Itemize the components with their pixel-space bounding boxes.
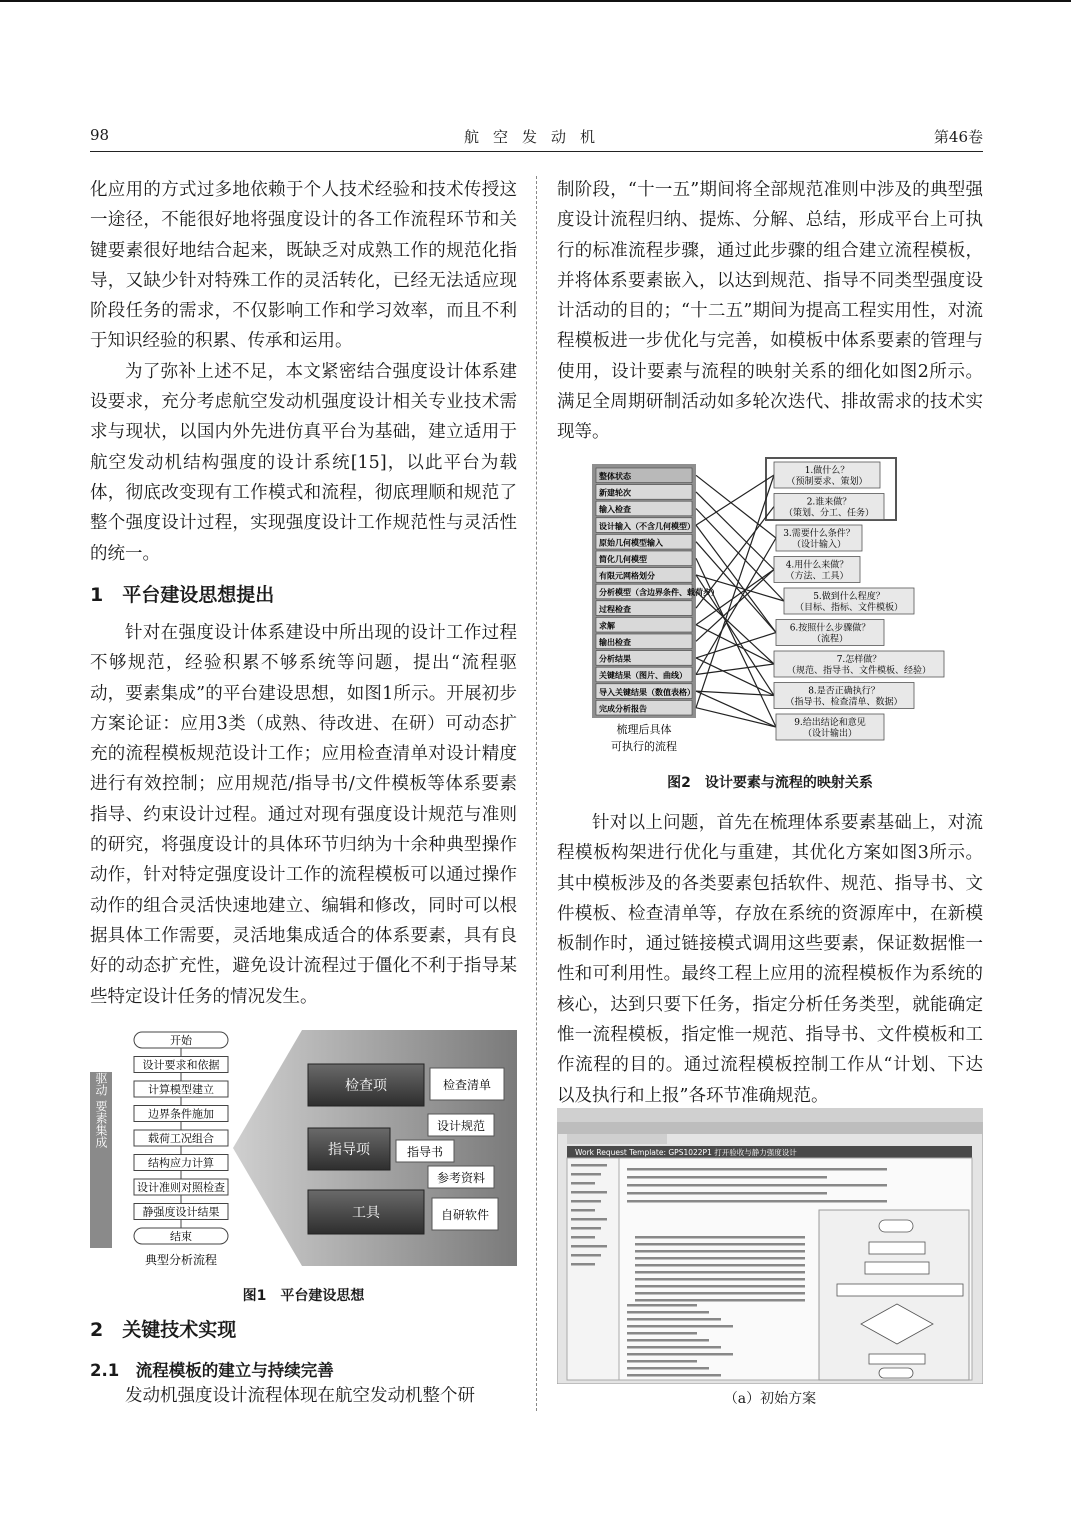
right-list-detail: （设计输出）: [802, 729, 858, 739]
left-list-label: 求解: [599, 621, 615, 631]
figure-1: [90, 1028, 517, 1280]
mapping-arrow: [696, 664, 774, 675]
screenshot-title: Work Request Template: GPS1022P1 打开验收与静力强度设计: [575, 1148, 797, 1157]
flow-step-label: 结构应力计算: [148, 1156, 214, 1170]
sidebar-text-line: [571, 1263, 595, 1266]
sidebar-text-line: [571, 1209, 595, 1212]
right-list-title: 3.需要什么条件？: [783, 529, 855, 539]
paragraph: 针对以上问题，首先在梳理体系要素基础上，对流程模板构架进行优化与重建，其优化方案如图3所示。其中模板涉及的各类要素包括软件、规范、指导书、文件模板、检查清单等，存放在系统的资源库中，在新模板制作时，通过链接模式调用这些要素，保证数据惟一性和可利用性。最终工程上应用的流程模板作为系统的核心，达到只要下任务，指定分析任务类型，就能确定惟一流程模板，指定惟一规范、指导书、文件模板和工作流程的目的。通过流程模板控制工作从“计划、下达以及执行和上报”各环节准确规范。: [557, 813, 983, 1106]
file-list-line: [635, 1292, 805, 1295]
left-list-label: 过程检查: [599, 604, 631, 614]
mapping-arrow: [696, 691, 774, 695]
item-tool-label: 工具: [352, 1205, 380, 1221]
left-list-label: 输入检查: [599, 505, 631, 515]
file-list-line: [635, 1257, 805, 1260]
file-list-line: [635, 1250, 805, 1253]
left-list-label: 导入关键结果（数值表格）: [599, 687, 695, 697]
task-list-line: [627, 1374, 721, 1377]
element-label: 检查清单: [442, 1078, 492, 1092]
file-list-line: [635, 1285, 805, 1288]
file-list-line: [635, 1278, 805, 1281]
mapping-arrow: [696, 570, 774, 642]
figure-2-caption: 图2 设计要素与流程的映射关系: [667, 775, 873, 791]
element-label: 指导书: [406, 1145, 444, 1159]
right-list-detail: （方法、工具）: [785, 571, 849, 582]
left-list-label: 整体状态: [599, 472, 631, 481]
figure-3a: [557, 1108, 983, 1384]
flowchart-node: [837, 1284, 963, 1296]
element-label: 设计规范: [436, 1119, 486, 1133]
left-list-label: 原始几何模型输入: [599, 538, 663, 548]
sidebar-text-line: [571, 1254, 601, 1257]
item-check-label: 检查项: [345, 1078, 387, 1094]
task-list-line: [627, 1325, 733, 1328]
left-bottom-label-2: 可执行的流程: [611, 740, 677, 753]
column-divider: [536, 176, 537, 1411]
left-list-label: 新建轮次: [599, 488, 631, 498]
flow-bottom-label: 典型分析流程: [145, 1253, 218, 1267]
left-list-label: 有限元网格划分: [599, 571, 655, 581]
sidebar-text-line: [571, 1227, 601, 1230]
left-column-top: [90, 175, 517, 569]
item-guide-label: 指导项: [328, 1142, 370, 1158]
task-list-line: [627, 1339, 709, 1342]
mapping-arrow: [696, 708, 776, 727]
right-list-title: 8.是否正确执行？: [808, 686, 880, 697]
right-list-title: 4.用什么来做？: [785, 560, 849, 571]
left-list-label: 设计输入（不含几何模型）: [599, 521, 695, 531]
element-label: 参考资料: [436, 1171, 486, 1185]
sidebar-text-line: [571, 1236, 595, 1239]
right-list-detail: （设计输入）: [791, 540, 847, 550]
content-text-line: [627, 1176, 827, 1179]
task-list-line: [627, 1311, 709, 1314]
flow-steps: [134, 1032, 228, 1244]
left-list: [596, 468, 719, 715]
paragraph: 为了弥补上述不足，本文紧密结合强度设计体系建设要求，充分考虑航空发动机强度设计相关专业技术需求与现状，以国内外先进仿真平台为基础，建立适用于航空发动机结构强度的设计系统[15]，以此平台为载体，彻底改变现有工作模式和流程，彻底理顺和规范了整个强度设计过程，实现强度设计工作规范性与灵活性的统一。: [90, 361, 517, 564]
right-list-detail: （目标、指标、文件模板）: [794, 603, 904, 613]
flow-step-label: 开始: [170, 1034, 192, 1047]
page-header: [90, 126, 983, 150]
mapping-arrow: [696, 558, 776, 727]
figure-1-caption: 图1 平台建设思想: [242, 1288, 365, 1304]
right-list-title: 9.给出结论和意见: [794, 718, 866, 728]
left-list-label: 完成分析报告: [599, 704, 647, 714]
right-list-title: 1.做什么？: [804, 466, 850, 476]
flow-step-label: 静强度设计结果: [142, 1205, 220, 1219]
file-list-line: [635, 1243, 805, 1246]
left-list-label: 关键结果（图片、曲线）: [599, 671, 687, 681]
right-list-detail: （规范、指导书、文件模板、经验）: [786, 666, 932, 676]
sidebar-text-line: [571, 1164, 607, 1167]
left-list-label: 输出检查: [599, 638, 631, 647]
task-list-line: [627, 1318, 721, 1321]
task-list-line: [627, 1304, 697, 1307]
screenshot-menubar: [557, 1108, 983, 1122]
left-bottom-label-1: 梳理后具体: [616, 723, 672, 736]
flow-step-label: 结束: [170, 1230, 192, 1243]
paragraph: 发动机强度设计流程体现在航空发动机整个研: [125, 1386, 475, 1406]
right-list-detail: （预制要求、策划）: [786, 477, 868, 487]
paragraph: 针对在强度设计体系建设中所出现的设计工作过程不够规范，经验积累不够系统等问题，提出“流程驱动，要素集成”的平台建设思想，如图1所示。开展初步方案论证：应用3类（成熟、待改进、在研）可动态扩充的流程模板规范设计工作；应用检查清单对设计精度进行有效控制；应用规范/指导书/文件模板等体系要素指导、约束设计过程。通过对现有强度设计规范与准则的研究，将强度设计的具体环节归纳为十余种典型操作动作，针对特定强度设计工作的流程模板可以通过操作动作的组合灵活快速地建立、编辑和修改，同时可以根据具体工作需要，灵活地集成适合的体系要素，具有良好的动态扩充性，避免设计流程过于僵化不利于指导某些特定设计任务的情况发生。: [90, 623, 517, 1007]
right-list-detail: （指导书、检查清单、数据）: [785, 697, 903, 708]
page-number: 98: [90, 126, 110, 144]
journal-title: 航空发动机: [463, 128, 609, 146]
right-list-title: 5.做到什么程度？: [813, 592, 885, 602]
task-list-line: [627, 1367, 709, 1370]
sidebar-text-line: [571, 1191, 607, 1194]
mapping-arrow: [696, 592, 774, 665]
file-list-line: [635, 1236, 805, 1239]
right-list: [774, 462, 944, 740]
task-list-line: [627, 1346, 721, 1349]
left-list-label: 简化几何模型: [599, 555, 647, 564]
mapping-arrows: [696, 475, 784, 727]
right-list-title: 2.谁来做？: [806, 497, 852, 508]
file-list-line: [635, 1271, 805, 1274]
flowchart-node: [865, 1262, 929, 1274]
section-heading-2: 2 关键技术实现: [90, 1319, 237, 1341]
left-list-label: 分析模型（含边界条件、载荷步）: [599, 588, 719, 598]
element-label: 自研软件: [440, 1208, 490, 1222]
flowchart-node: [879, 1220, 913, 1232]
left-list-label: 分析结果: [599, 654, 631, 664]
task-list-line: [627, 1332, 697, 1335]
header-rule: [90, 151, 983, 152]
figure-2: [578, 456, 960, 758]
right-column-mid: [557, 808, 983, 1111]
right-list-detail: （策划、分工、任务）: [783, 508, 875, 519]
content-text-line: [627, 1192, 827, 1195]
flow-step-label: 计算模型建立: [148, 1083, 214, 1096]
sidebar-text-line: [571, 1173, 601, 1176]
screenshot-toolbar: [567, 1134, 667, 1144]
content-text-line: [627, 1184, 887, 1187]
side-label: 流程驱动 要素集成: [94, 1048, 108, 1148]
top-border: [0, 0, 1071, 2]
task-list-line: [627, 1353, 733, 1356]
figure-3a-caption: （a）初始方案: [723, 1391, 817, 1407]
volume-label: 第46卷: [933, 128, 983, 146]
mapping-arrow: [696, 691, 776, 727]
screenshot-tabs: [557, 1122, 983, 1134]
sidebar-text-line: [571, 1200, 601, 1203]
right-list-detail: （流程）: [811, 634, 849, 645]
right-column-top: [557, 175, 983, 448]
left-column-bottom: [90, 1381, 517, 1411]
sidebar-text-line: [571, 1182, 595, 1185]
file-list-line: [635, 1299, 805, 1302]
paragraph: 制阶段，“十一五”期间将全部规范准则中涉及的典型强度设计流程归纳、提炼、分解、总结，形成平台上可执行的标准流程步骤，通过此步骤的组合建立流程模板，并将体系要素嵌入，以达到规范、指导不同类型强度设计活动的目的；“十二五”期间为提高工程实用性，对流程模板进一步优化与完善，如模板中体系要素的管理与使用，设计要素与流程的映射关系的细化如图2所示。满足全周期研制活动如多轮次迭代、排故需求的技术实现等。: [557, 180, 983, 443]
left-column-mid: [90, 618, 517, 1012]
sidebar-text-line: [571, 1245, 607, 1248]
right-list-title: 6.按照什么步骤做？: [789, 623, 871, 634]
file-list-line: [635, 1264, 805, 1267]
right-list-title: 7.怎样做？: [836, 655, 882, 665]
flow-step-label: 设计要求和依据: [142, 1058, 220, 1072]
paragraph: 化应用的方式过多地依赖于个人技术经验和技术传授这一途径，不能很好地将强度设计的各工作流程环节和关键要素很好地结合起来，既缺乏对成熟工作的规范化指导，又缺少针对特殊工作的灵活转化，已经无法适应现阶段任务的需求，不仅影响工作和学习效率，而且不利于知识经验的积累、传承和运用。: [90, 180, 517, 352]
flow-step-label: 设计准则对照检查: [137, 1181, 225, 1194]
flow-step-label: 边界条件施加: [148, 1107, 214, 1121]
mapping-arrow: [696, 475, 774, 525]
flowchart-node: [869, 1354, 925, 1364]
subsection-heading-2-1: 2.1 流程模板的建立与持续完善: [90, 1361, 334, 1380]
flowchart-node: [879, 1368, 913, 1378]
flow-step-label: 载荷工况组合: [148, 1132, 214, 1145]
task-list-line: [627, 1360, 697, 1363]
sidebar-text-line: [571, 1218, 607, 1221]
section-heading-1: 1 平台建设思想提出: [90, 584, 275, 606]
content-text-line: [627, 1168, 887, 1171]
flowchart-node: [869, 1242, 925, 1254]
content-text-line: [627, 1200, 887, 1203]
